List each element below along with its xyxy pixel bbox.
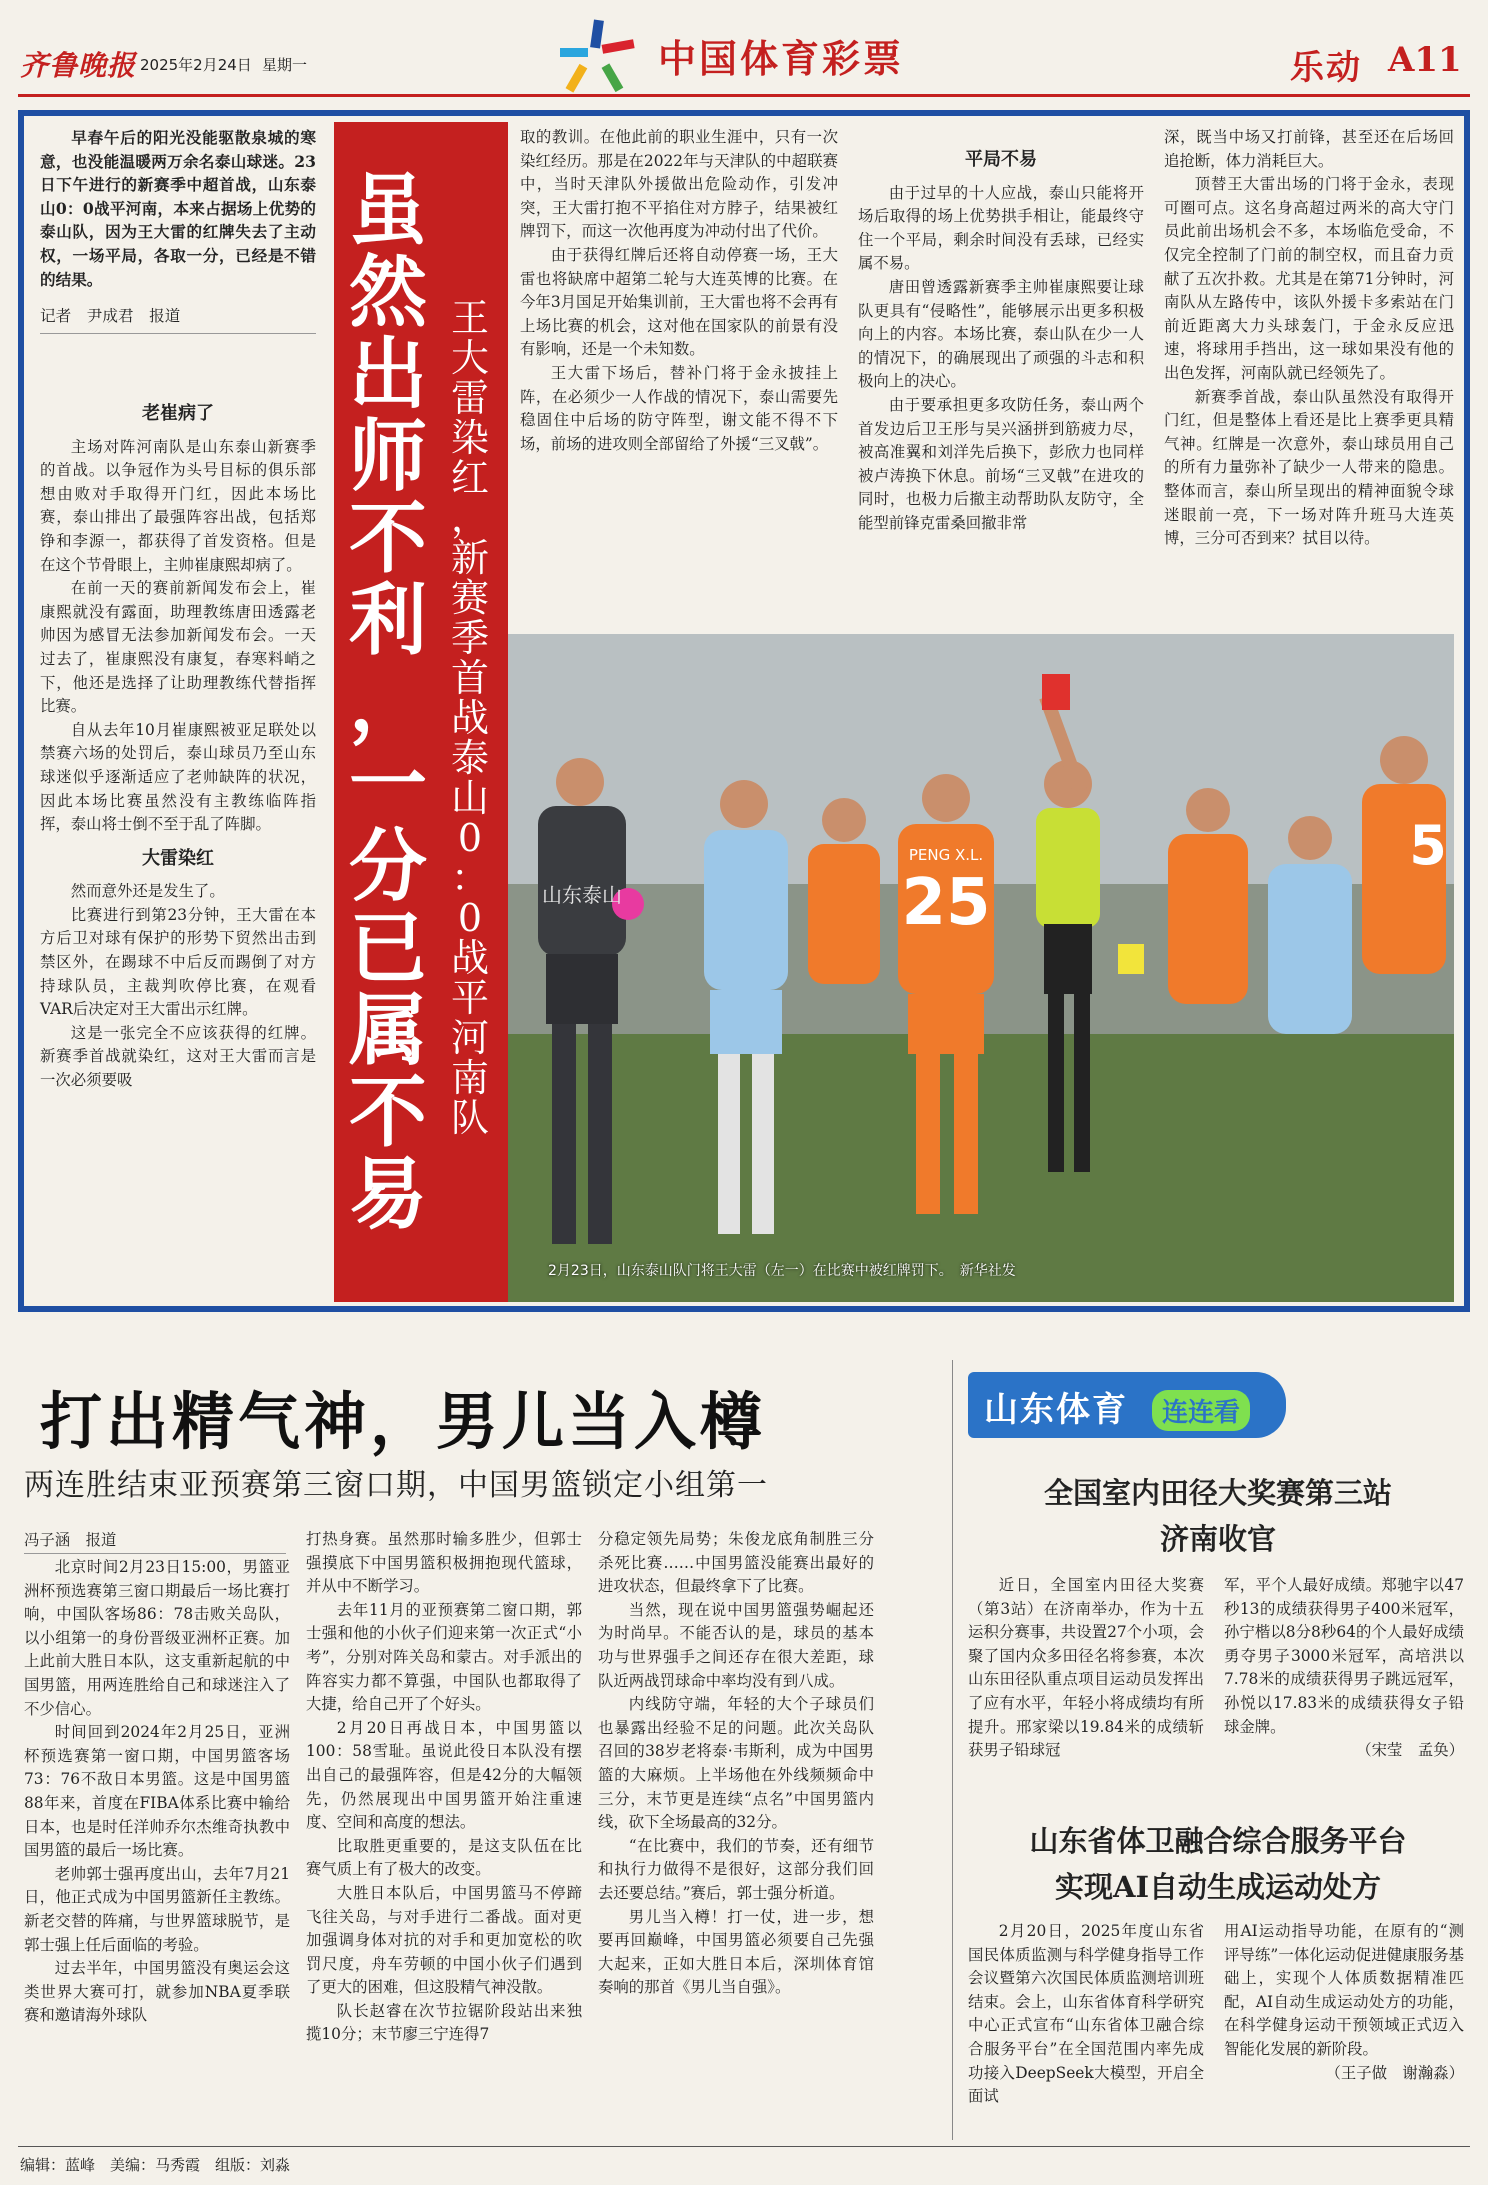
footer-rule — [18, 2146, 1470, 2147]
paragraph: 去年11月的亚预赛第二窗口期，郭士强和他的小伙子们迎来第一次正式“小考”，分别对阵关岛和蒙古。对手派出的阵容实力都不算强，中国队也都取得了大捷，给自己开了个好头。 — [306, 1600, 582, 1714]
match-photo-illustration — [508, 634, 1454, 1302]
sidebar-article-1-title — [968, 1470, 1468, 1562]
paragraph: 2月20日再战日本，中国男篮以100：58雪耻。虽说此役日本队没有摆出自己的最强阵容，但是42分的大幅领先，仍然展现出中国男篮开始注重速度、空间和高度的想法。 — [306, 1718, 582, 1832]
sidebar-article-1-col-1 — [968, 1574, 1204, 1763]
paragraph: 然而意外还是发生了。 — [70, 882, 225, 901]
sidebar-article-1-col-2 — [1224, 1574, 1464, 1763]
sidebar-divider — [952, 1360, 953, 2140]
story1-photo — [508, 634, 1454, 1302]
a1-byline: （宋莹 孟奂） — [1356, 1741, 1464, 1760]
paragraph: 北京时间2月23日15:00，男篮亚洲杯预选赛第三窗口期最后一场比赛打响，中国队客场86：78击败关岛队，以小组第一的身份晋级亚洲杯正赛。加上此前大胜日本队，这支重新起航的中国男篮，用两连胜给自己和球迷注入了不少信心。 — [24, 1558, 290, 1718]
a1-title-line-1: 全国室内田径大奖赛第三站 — [1043, 1476, 1392, 1510]
paragraph: 分稳定领先局势；朱俊龙底角制胜三分杀死比赛……中国男篮没能赛出最好的进攻状态，但最终拿下了比赛。 — [598, 1530, 874, 1596]
paragraph: 比取胜更重要的，是这支队伍在比赛气质上有了极大的改变。 — [306, 1836, 582, 1879]
sidebar-banner-tag: 连连看 — [1152, 1390, 1250, 1431]
subhead-char: 红 — [450, 456, 489, 500]
subhead-char: 王 — [450, 296, 489, 340]
story1-column-2 — [520, 126, 838, 456]
paragraph: 老帅郭士强再度出山，去年7月21日，他正式成为中国男篮新任主教练。新老交替的阵痛，与世界篮球脱节，是郭士强上任后面临的考验。 — [24, 1864, 290, 1954]
masthead — [0, 0, 1488, 98]
section-name: 乐动 — [1290, 48, 1362, 88]
story1-lead-text: 早春午后的阳光没能驱散泉城的寒意，也没能温暖两万余名泰山球迷。23日下午进行的新赛季中超首战，山东泰山0：0战平河南，本来占据场上优势的泰山队，因为王大雷的红牌失去了主动权，一场平局，各取一分，已经是不错的结果。 — [40, 128, 316, 289]
paragraph: 深，既当中场又打前锋，甚至还在后场回追抢断，体力消耗巨大。 — [1164, 128, 1454, 170]
headline-char: ， — [348, 657, 427, 748]
story1-byline: 记者 尹成君 报道 — [40, 305, 316, 334]
sponsor-title: 中国体育彩票 — [658, 37, 905, 81]
a1-title-line-2: 济南收官 — [1159, 1522, 1276, 1556]
headline-char: 一 — [348, 739, 427, 830]
headline-char: 然 — [348, 247, 427, 338]
paragraph: 王大雷下场后，替补门将于金永披挂上阵，在必须少一人作战的情况下，泰山需要先稳固住中后场的防守阵型，谢文能不得不下场，前场的进攻则全部留给了外援“三叉戟”。 — [520, 363, 838, 453]
photo-caption: 2月23日，山东泰山队门将王大雷（左一）在比赛中被红牌罚下。 新华社发 — [548, 1263, 1016, 1279]
headline-char: 不 — [348, 493, 427, 584]
story1-column-1 — [40, 392, 316, 1093]
paragraph: 时间回到2024年2月25日，亚洲杯预选赛第一窗口期，中国男篮客场73：76不敌日本男篮。这是中国男篮88年来，首度在FIBA体系比赛中输给日本，也是时任洋帅乔尔杰维奇执教中国男篮的最后一场比赛。 — [24, 1723, 290, 1860]
story2-column-2 — [306, 1528, 582, 2047]
subhead-char: 队 — [450, 1096, 489, 1140]
headline-char: 属 — [348, 985, 427, 1076]
headline-char: 分 — [348, 821, 427, 912]
paragraph: 唐田曾透露新赛季主帅崔康熙要让球队更具有“侵略性”，能够展示出更多积极向上的内容。本场比赛，泰山队在少一人的情况下，的确展现出了顽强的斗志和积极向上的决心。 — [858, 277, 1144, 391]
paragraph: 取的教训。在他此前的职业生涯中，只有一次染红经历。那是在2022年与天津队的中超联赛中，当时天津队外援做出危险动作，引发冲突，王大雷打抱不平掐住对方脖子，结果被红牌罚下，而这一次他再度为冲动付出了代价。 — [520, 128, 838, 241]
gk-jersey-text: 山东泰山 — [542, 883, 622, 907]
sidebar-article-2-title — [968, 1818, 1468, 1910]
subhead-char: 南 — [450, 1056, 489, 1100]
jersey-name: PENG X.L. — [908, 846, 984, 864]
red-card-icon — [1042, 674, 1070, 710]
paragraph: 比赛进行到第23分钟，王大雷在本方后卫对球有保护的形势下贸然出击到禁区外，在踢球不中后反而踢倒了对方持球队员，主裁判吹停比赛，在观看VAR后决定对王大雷出示红牌。 — [40, 905, 316, 1019]
story1-column-3 — [858, 138, 1144, 536]
jersey-number-5: 5 — [1409, 814, 1447, 877]
paragraph: “在比赛中，我们的节奏，还有细节和执行力做得不是很好，这部分我们回去还要总结。”赛后，郭士强分析道。 — [598, 1836, 874, 1902]
paragraph: 由于过早的十人应战，泰山只能将开场后取得的场上优势拱手相让，能最终守住一个平局，剩余时间没有丢球，已经实属不易。 — [858, 183, 1144, 273]
paper-logo: 齐鲁晚报 — [20, 49, 137, 82]
section-heading: 平局不易 — [965, 149, 1037, 170]
headline-char: 易 — [348, 1149, 427, 1240]
a2-text-1: 2月20日，2025年度山东省国民体质监测与科学健身指导工作会议暨第六次国民体质监测培训班结束。会上，山东省体育科学研究中心正式宣布“山东省体卫融合综合服务平台”在全国范围内率先成功接入DeepSeek大模型，开启全面试 — [968, 1922, 1204, 2106]
paragraph: 过去半年，中国男篮没有奥运会这类世界大赛可打，就参加NBA夏季联赛和邀请海外球队 — [24, 1959, 290, 2025]
paragraph: 大胜日本队后，中国男篮马不停蹄飞往关岛，与对手进行二番战。面对更加强调身体对抗的对手和更加宽松的吹罚尺度，舟车劳顿的中国小伙子们遇到了更大的困难，但这股精气神没散。 — [306, 1883, 582, 1997]
subhead-char: 0 — [457, 896, 483, 940]
subhead-char: ， — [450, 496, 489, 540]
paragraph: 内线防守端，年轻的大个子球员们也暴露出经验不足的问题。此次关岛队召回的38岁老将泰·韦斯利，成为中国男篮的大麻烦。上半场他在外线频频命中三分，末节更是连续“点名”中国男篮内线，砍下全场最高的32分。 — [598, 1695, 874, 1832]
a2-title-line-1: 山东省体卫融合综合服务平台 — [1029, 1824, 1407, 1858]
page-number: A11 — [1388, 40, 1462, 80]
subhead-char: 赛 — [450, 576, 489, 620]
footer-credits: 编辑：蓝峰 美编：马秀霞 组版：刘淼 — [20, 2156, 291, 2174]
subhead-char: 战 — [450, 936, 489, 980]
paragraph: 男儿当入樽！打一仗，进一步，想要再回巅峰，中国男篮必须要自己先强大起来，正如大胜日本后，深圳体育馆奏响的那首《男儿当自强》。 — [598, 1907, 874, 1997]
subhead-char: 染 — [450, 416, 489, 460]
subhead-char: 季 — [450, 616, 489, 660]
a2-byline: （王子做 谢瀚淼） — [1325, 2063, 1464, 2082]
sidebar-article-2-col-2 — [1224, 1920, 1464, 2085]
story1-lead — [40, 126, 316, 344]
paragraph: 打热身赛。虽然那时输多胜少，但郭士强摸底下中国男篮积极拥抱现代篮球，并从中不断学习。 — [306, 1530, 582, 1596]
headline-char: 不 — [348, 1067, 427, 1158]
issue-date: 2025年2月24日 — [140, 56, 252, 74]
yellow-card-icon — [1118, 944, 1144, 974]
paragraph: 自从去年10月崔康熙被亚足联处以禁赛六场的处罚后，泰山球员乃至山东球迷似乎逐渐适应了老帅缺阵的状况，因此本场比赛虽然没有主教练临阵指挥，泰山将士倒不至于乱了阵脚。 — [40, 720, 316, 834]
masthead-rule — [18, 94, 1470, 97]
headline-char: 师 — [348, 411, 427, 502]
paragraph: 由于要承担更多攻防任务，泰山两个首发边后卫王彤与吴兴涵拼到筋疲力尽，被高准翼和刘洋先后换下，彭欣力也同样被卢涛换下休息。前场“三叉戟”在进攻的同时，也极力后撤主动帮助队友防守，全能型前锋克雷桑回撤非常 — [858, 395, 1144, 532]
sidebar-banner-title: 山东体育 — [984, 1390, 1128, 1430]
headline-char: 利 — [348, 575, 427, 666]
subhead-char: 河 — [450, 1016, 489, 1060]
issue-weekday: 星期一 — [262, 56, 308, 74]
story1-subhead — [446, 298, 494, 1138]
subhead-char: 首 — [450, 656, 489, 700]
paragraph: 队长赵睿在次节拉锯阶段站出来独揽10分；末节廖三宁连得7 — [306, 2001, 582, 2044]
headline-char: 虽 — [348, 165, 427, 256]
a2-text-2: 用AI运动指导功能，在原有的“测评导练”一体化运动促进健康服务基础上，实现个人体质数据精准匹配，AI自动生成运动处方的功能，在科学健身运动干预领域正式迈入智能化发展的新阶段。 — [1224, 1922, 1464, 2058]
subhead-char: 平 — [450, 976, 489, 1020]
story2-headline: 打出精气神，男儿当入樽 — [40, 1385, 767, 1458]
paragraph: 当然，现在说中国男篮强势崛起还为时尚早。不能否认的是，球员的基本功与世界强手之间还存在很大差距，球队近两战罚球命中率均没有到八成。 — [598, 1600, 874, 1690]
a2-title-line-2: 实现AI自动生成运动处方 — [1054, 1870, 1382, 1904]
story1-headline-block — [334, 122, 508, 1302]
story2-subhead: 两连胜结束亚预赛第三窗口期，中国男篮锁定小组第一 — [24, 1468, 768, 1503]
subhead-char: 雷 — [450, 376, 489, 420]
paragraph: 新赛季首战，泰山队虽然没有取得开门红，但是整体上看还是比上赛季更具精气神。红牌是一次意外，泰山球员用自己的所有力量弥补了缺少一人带来的隐患。整体而言，泰山所呈现出的精神面貌令球迷眼前一亮，下一场对阵升班马大连英博，三分可否到来？拭目以待。 — [1164, 387, 1454, 548]
a1-text-1: 近日，全国室内田径大奖赛（第3站）在济南举办，作为十五运积分赛事，共设置27个小项，会聚了国内众多田径名将参赛，本次山东田径队重点项目运动员发挥出了应有水平，年轻小将成绩均有所提升。邢家梁以19.84米的成绩斩获男子铅球冠 — [968, 1576, 1204, 1760]
story1-column-4 — [1164, 126, 1454, 551]
subhead-char: 新 — [450, 536, 489, 580]
story2-column-1 — [24, 1556, 290, 2028]
headline-char: 已 — [348, 903, 427, 994]
sports-lottery-logo-icon — [548, 18, 648, 96]
paragraph: 由于获得红牌后还将自动停赛一场，王大雷也将缺席中超第二轮与大连英博的比赛。在今年3月国足开始集训前，王大雷也将不会再有上场比赛的机会，这对他在国家队的前景有没有影响，还是一个未知数。 — [520, 245, 838, 359]
subhead-char: 大 — [450, 336, 489, 380]
story2-column-3 — [598, 1528, 874, 2000]
a1-text-2: 军，平个人最好成绩。郑驰宇以47秒13的成绩获得男子400米冠军，孙宁楷以8分8秒64的个人最好成绩勇夺男子3000米冠军，高培洪以7.78米的成绩获得男子跳远冠军，孙悦以17.83米的成绩获得女子铅球金牌。 — [1224, 1576, 1464, 1736]
story2-byline: 冯子涵 报道 — [24, 1528, 286, 1554]
headline-char: 出 — [348, 329, 427, 420]
jersey-number-25: 25 — [901, 866, 991, 940]
sidebar-article-2-col-1 — [968, 1920, 1204, 2109]
story1-headline — [346, 165, 430, 1240]
sidebar-banner — [968, 1372, 1286, 1438]
subhead-char: 泰 — [450, 736, 489, 780]
section-heading: 大雷染红 — [142, 847, 214, 869]
subhead-char: 0 — [457, 816, 483, 860]
subhead-char: ： — [450, 856, 489, 900]
section-heading: 老崔病了 — [142, 403, 214, 424]
paragraph: 在前一天的赛前新闻发布会上，崔康熙就没有露面，助理教练唐田透露老帅因为感冒无法参加新闻发布会。一天过去了，崔康熙没有康复，春寒料峭之下，他还是选择了让助理教练代替指挥比赛。 — [40, 579, 316, 716]
subhead-char: 战 — [450, 696, 489, 740]
paragraph: 顶替王大雷出场的门将于金永，表现可圈可点。这名身高超过两米的高大守门员此前出场机会不多，本场临危受命，不仅完全控制了门前的制空权，而且奋力贡献了五次扑救。尤其是在第71分钟时，河南队从左路传中，该队外援卡多索站在门前近距离大力头球轰门，于金永反应迅速，将球用手挡出，这一球如果没有他的出色发挥，河南队就已经领先了。 — [1164, 175, 1454, 382]
paragraph: 这是一张完全不应该获得的红牌。新赛季首战就染红，这对王大雷而言是一次必须要吸 — [40, 1023, 316, 1090]
subhead-char: 山 — [450, 776, 489, 820]
paragraph: 主场对阵河南队是山东泰山新赛季的首战。以争冠作为头号目标的俱乐部想由败对手取得开门红，因此本场比赛，泰山排出了最强阵容出战，包括郑铮和李源一，都获得了首发资格。但是在这个节骨眼上，主帅崔康熙却病了。 — [40, 437, 316, 574]
